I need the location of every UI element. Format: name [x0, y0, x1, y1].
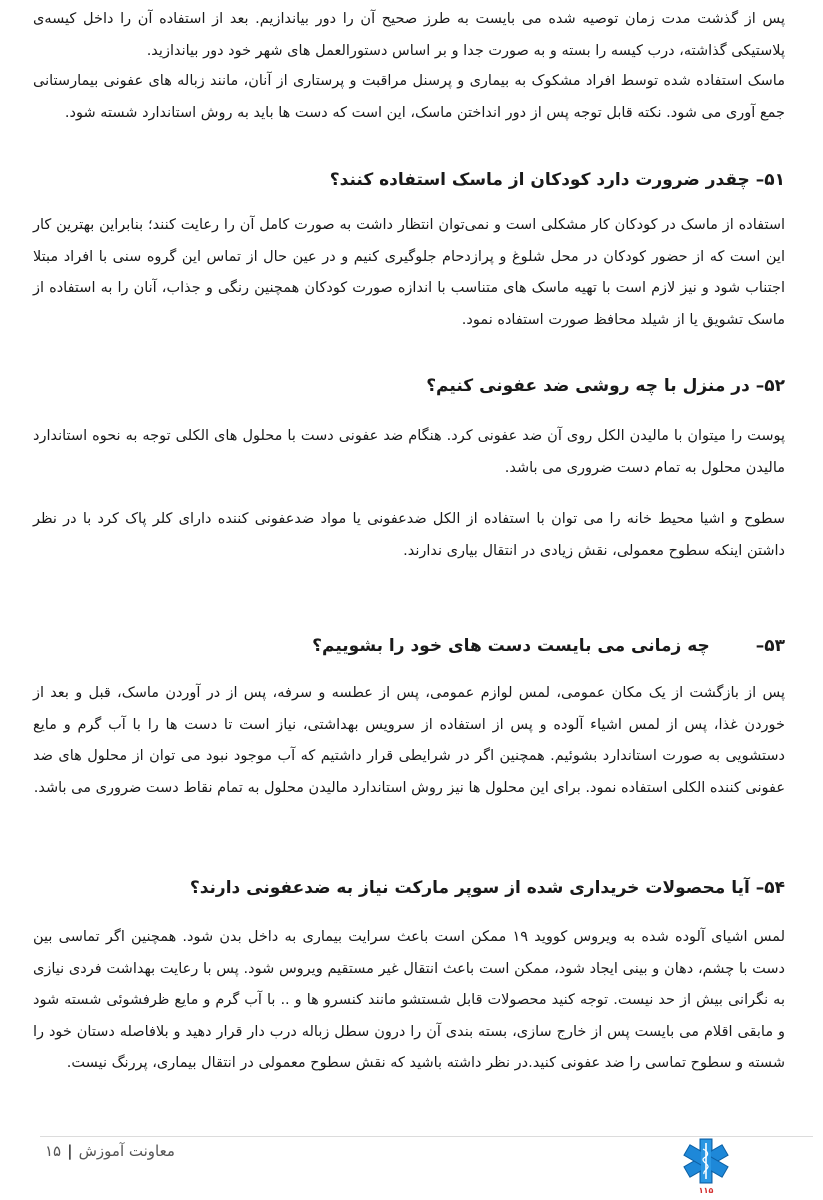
footer-separator: | — [67, 1142, 73, 1160]
question-52-paragraph-1: پوست را میتوان با مالیدن الکل روی آن ضد عفونی کرد. هنگام ضد عفونی دست با محلول های الکلی توجه به نحوه استاندارد مالیدن محلول به تمام دست ضروری می باشد. — [33, 428, 785, 476]
question-54-title: آیا محصولات خریداری شده از سوپر مارکت نیاز به ضدعفونی دارند؟ — [189, 878, 750, 898]
question-52-heading — [426, 376, 785, 396]
emergency-number: ۱۱۵ — [698, 1186, 714, 1195]
question-51-paragraph: استفاده از ماسک در کودکان کار مشکلی است و نمی‌توان انتظار داشت به صورت کامل آن را رعایت کنند؛ بنابراین بهترین کار این است که از حضور کودکان در محل شلوغ و پرازدحام جلوگیری کنیم و در عین حال از تماس این گروه سنی با افراد مبتلا اجتناب شود و نیز لازم است با تهیه ماسک های متناسب با اندازه صورت کودکان همچنین رنگی و جذاب، آنان را به استفاده از ماسک تشویق یا از شیلد محافظ صورت استفاده نمود. — [33, 217, 785, 328]
question-52-title: در منزل با چه روشی ضد عفونی کنیم؟ — [426, 376, 750, 396]
question-51-heading — [330, 170, 785, 190]
question-54-heading — [190, 878, 785, 898]
star-of-life-icon — [683, 1138, 729, 1184]
footer-divider — [40, 1136, 813, 1137]
question-53-title: چه زمانی می بایست دست های خود را بشوییم؟ — [312, 636, 710, 656]
question-53-number: ۵۳– — [755, 636, 785, 656]
intro-paragraph-2: ماسک استفاده شده توسط افراد مشکوک به بیماری و پرسنل مراقبت و پرستاری از آنان، مانند زباله های عفونی بیمارستانی جمع آوری می شود. نکته قابل توجه پس از دور انداختن ماسک، این است که دست ها باید به روش استاندارد شسته شود. — [33, 73, 785, 121]
question-52-paragraph-2: سطوح و اشیا محیط خانه را می توان با استفاده از الکل ضدعفونی یا مواد ضدعفونی کننده دارای کلر پاک کرد با در نظر داشتن اینکه سطوح معمولی، نقش زیادی در انتقال بیاری ندارند. — [33, 511, 785, 559]
footer-label — [45, 1142, 175, 1160]
question-53-heading — [312, 636, 785, 656]
question-51-number: ۵۱– — [755, 170, 785, 190]
question-52-number: ۵۲– — [755, 376, 785, 396]
intro-paragraph-1: پس از گذشت مدت زمان توصیه شده می بایست به طرز صحیح آن را دور بیاندازیم. بعد از استفاده آن را داخل کیسه‌ی پلاستیکی گذاشته، درب کیسه را بسته و به صورت جدا و بر اساس دستورالعمل های شهر خود دور بیاندازید. — [33, 11, 785, 59]
question-51-title: چقدر ضرورت دارد کودکان از ماسک استفاده کنند؟ — [329, 170, 750, 190]
page-number: ۱۵ — [45, 1142, 62, 1160]
question-53-paragraph: پس از بازگشت از یک مکان عمومی، لمس لوازم عمومی، پس از عطسه و سرفه، پس از در آوردن ماسک، قبل و بعد از خوردن غذا، پس از لمس اشیاء آلوده و پس از استفاده از سرویس بهداشتی، نیاز است تا دست ها را با آب گرم و مایع دستشویی به صورت استاندارد بشوئیم. همچنین اگر در شرایطی قرار داشتیم که آب موجود نبود می توان از محلول های ضد عفونی کننده الکلی استفاده نمود. برای این محلول ها نیز روش استاندارد مالیدن محلول به تمام نقاط دست ضروری می باشد. — [33, 685, 785, 796]
footer-department: معاونت آموزش — [78, 1142, 175, 1160]
question-54-paragraph: لمس اشیای آلوده شده به ویروس کووید ۱۹ ممکن است باعث سرایت بیماری به داخل بدن شود. همچنین اگر تماسی بین دست با چشم، دهان و بینی ایجاد شود، ممکن است باعث انتقال غیر مستقیم ویروس شود. پس با رعایت بهداشت فردی نیازی به نگرانی بیش از حد نیست. توجه کنید محصولات قابل شستشو مانند کنسرو ها و .. با آب گرم و مایع ظرفشوئی شسته شود و مابقی اقلام می بایست پس از خارج سازی، بسته بندی آن را درون سطل زباله درب دار قرار دهید و بلافاصله دستان خود را شسته و سطوح تماسی را ضد عفونی کنید.در نظر داشته باشید که نقش سطوح معمولی در انتقال بیماری، پررنگ نیست. — [33, 929, 785, 1071]
question-54-number: ۵۴– — [755, 878, 785, 898]
